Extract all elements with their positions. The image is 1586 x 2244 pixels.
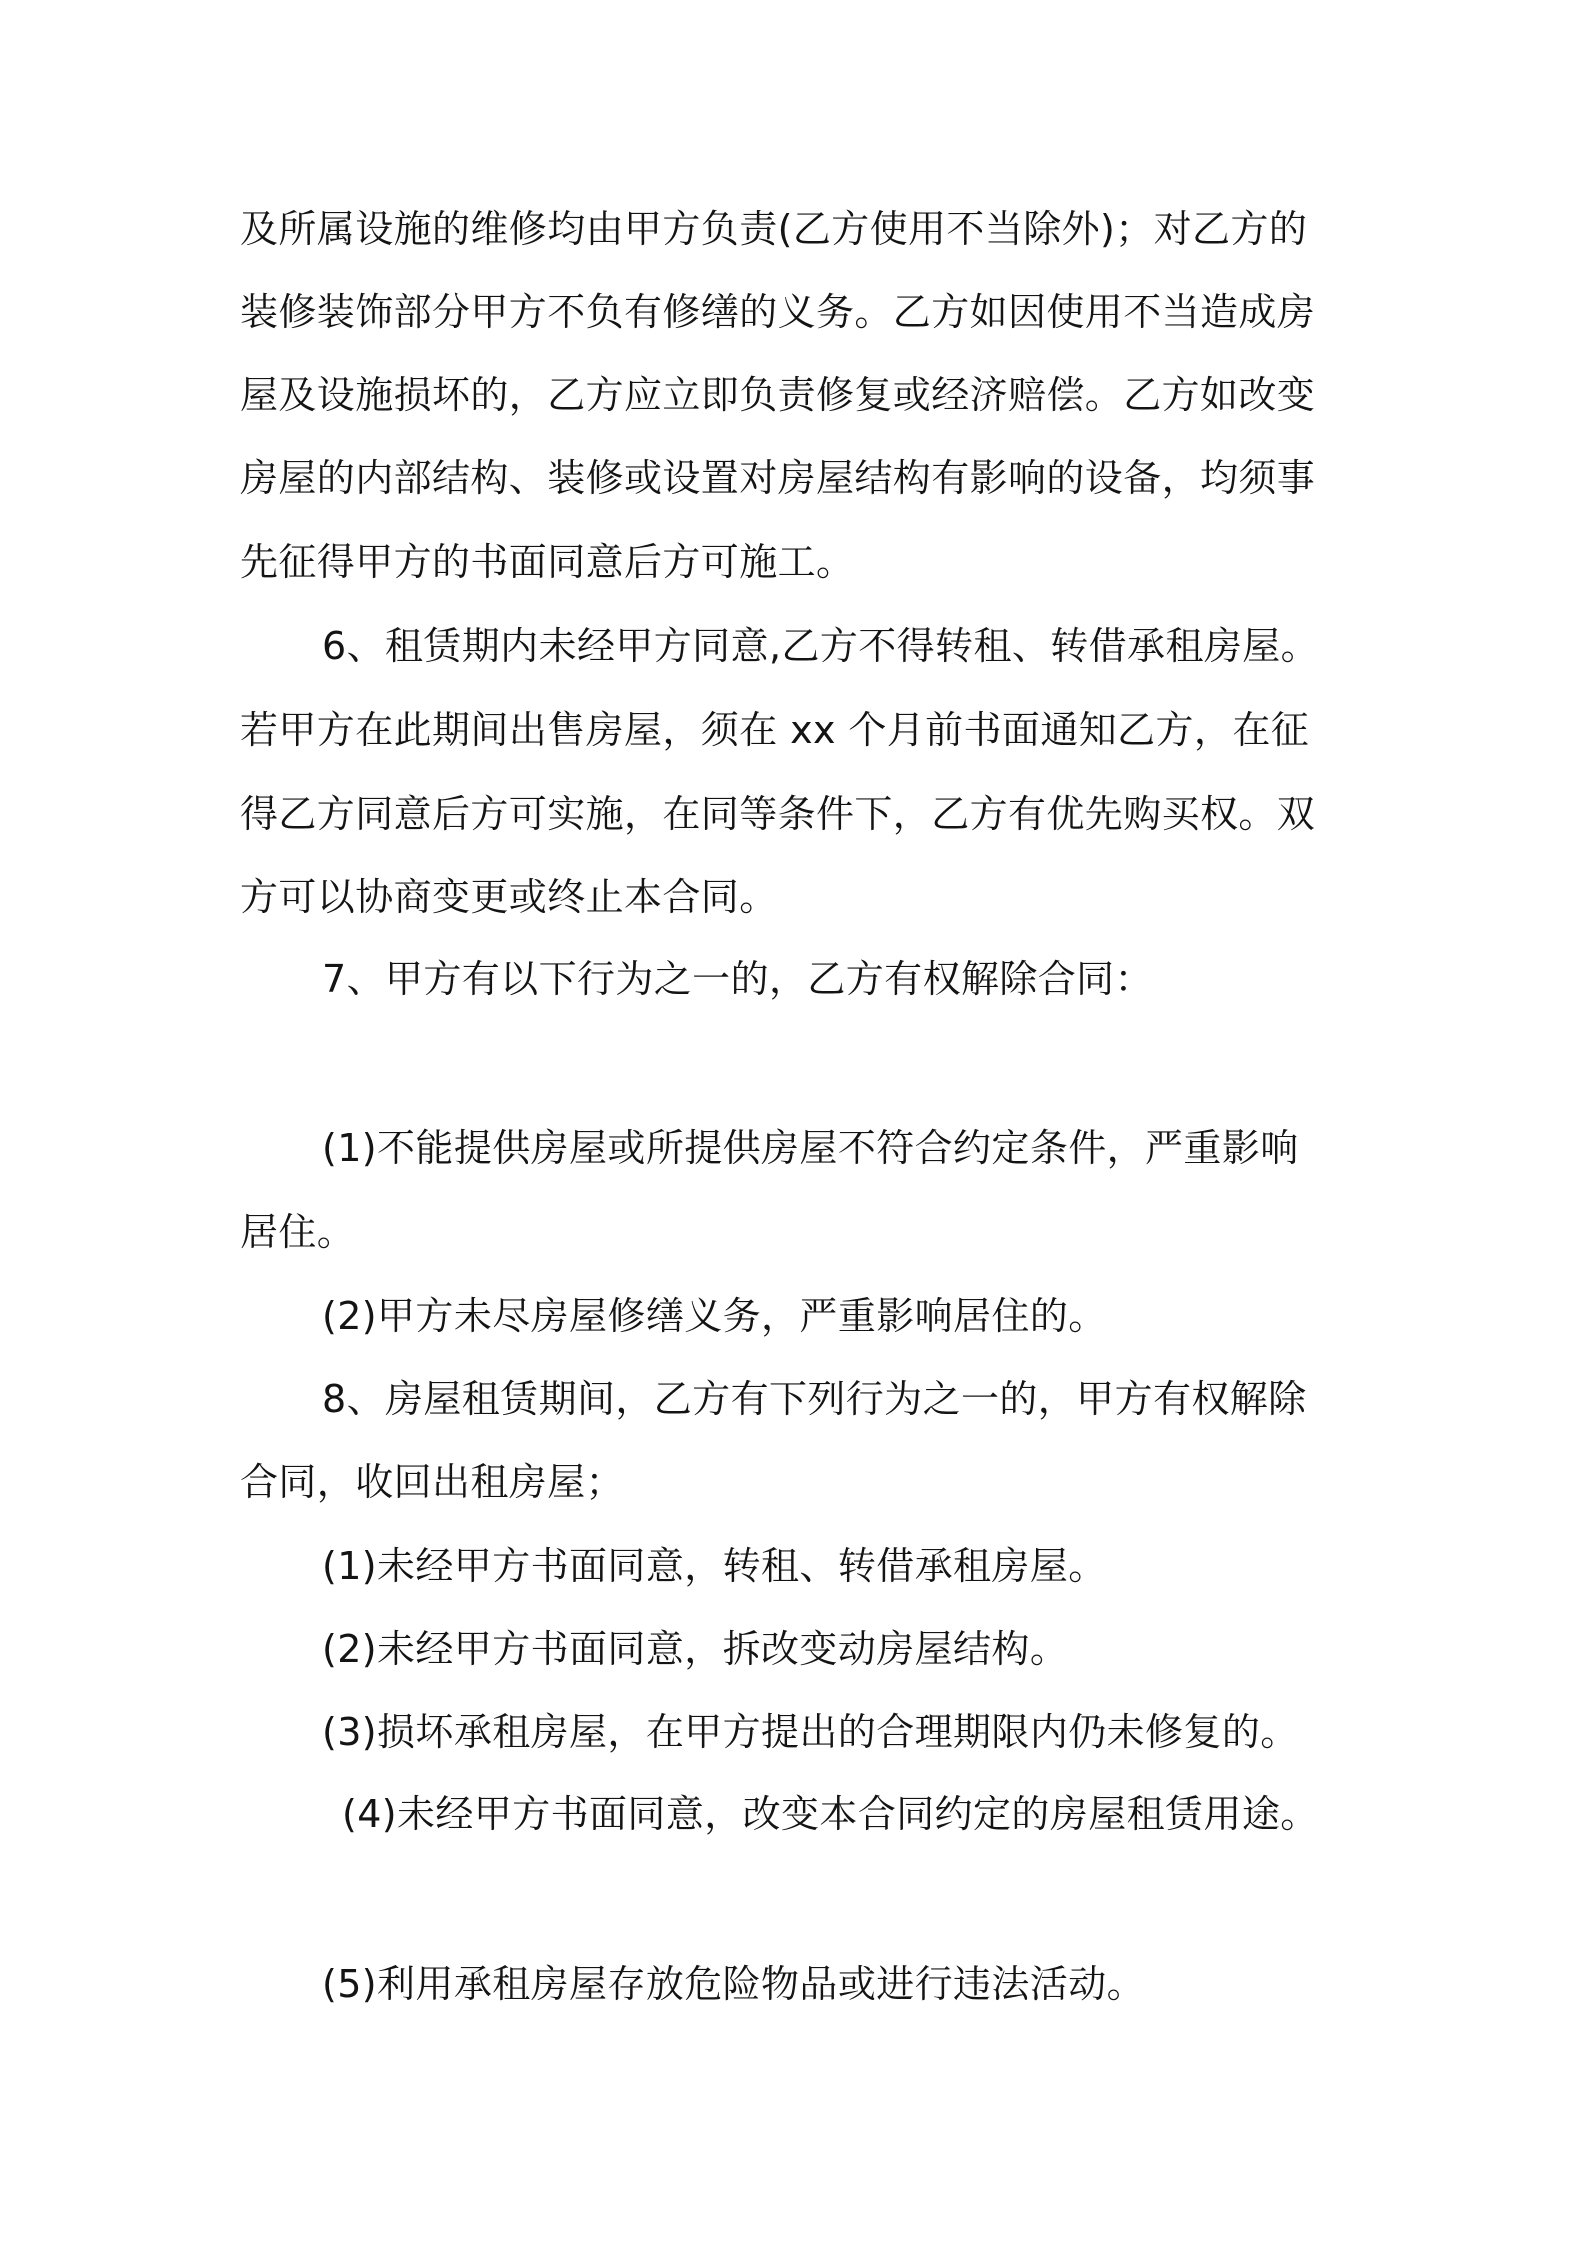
clause-6-heading: 6、租赁期内未经甲方同意,乙方不得转租、转借承租房屋。 [322,624,1320,668]
clause-8-item-4: (4)未经甲方书面同意，改变本合同约定的房屋租赁用途。 [342,1792,1319,1836]
text-line: 及所属设施的维修均由甲方负责(乙方使用不当除外)；对乙方的 [240,207,1308,251]
clause-8-item-1: (1)未经甲方书面同意，转租、转借承租房屋。 [322,1544,1107,1588]
clause-8-heading: 8、房屋租赁期间，乙方有下列行为之一的，甲方有权解除 [322,1377,1307,1421]
text-line: 若甲方在此期间出售房屋，须在 xx 个月前书面通知乙方，在征 [240,708,1310,752]
text-line: 合同，收回出租房屋； [240,1460,625,1504]
clause-7-item-2: (2)甲方未尽房屋修缮义务，严重影响居住的。 [322,1294,1107,1338]
text-line: 居住。 [240,1210,356,1254]
clause-8-item-5: (5)利用承租房屋存放危险物品或进行违法活动。 [322,1962,1146,2006]
text-line: 方可以协商变更或终止本合同。 [240,875,778,919]
clause-7-heading: 7、甲方有以下行为之一的，乙方有权解除合同： [322,957,1153,1001]
text-line: 屋及设施损坏的，乙方应立即负责修复或经济赔偿。乙方如改变 [240,373,1316,417]
text-line: 房屋的内部结构、装修或设置对房屋结构有影响的设备，均须事 [240,456,1316,500]
clause-7-item-1: (1)不能提供房屋或所提供房屋不符合约定条件，严重影响 [322,1126,1299,1170]
text-line: 装修装饰部分甲方不负有修缮的义务。乙方如因使用不当造成房 [240,290,1316,334]
clause-8-item-3: (3)损坏承租房屋，在甲方提出的合理期限内仍未修复的。 [322,1710,1299,1754]
clause-8-item-2: (2)未经甲方书面同意，拆改变动房屋结构。 [322,1627,1069,1671]
text-line: 先征得甲方的书面同意后方可施工。 [240,540,855,584]
text-line: 得乙方同意后方可实施，在同等条件下，乙方有优先购买权。双 [240,792,1316,836]
